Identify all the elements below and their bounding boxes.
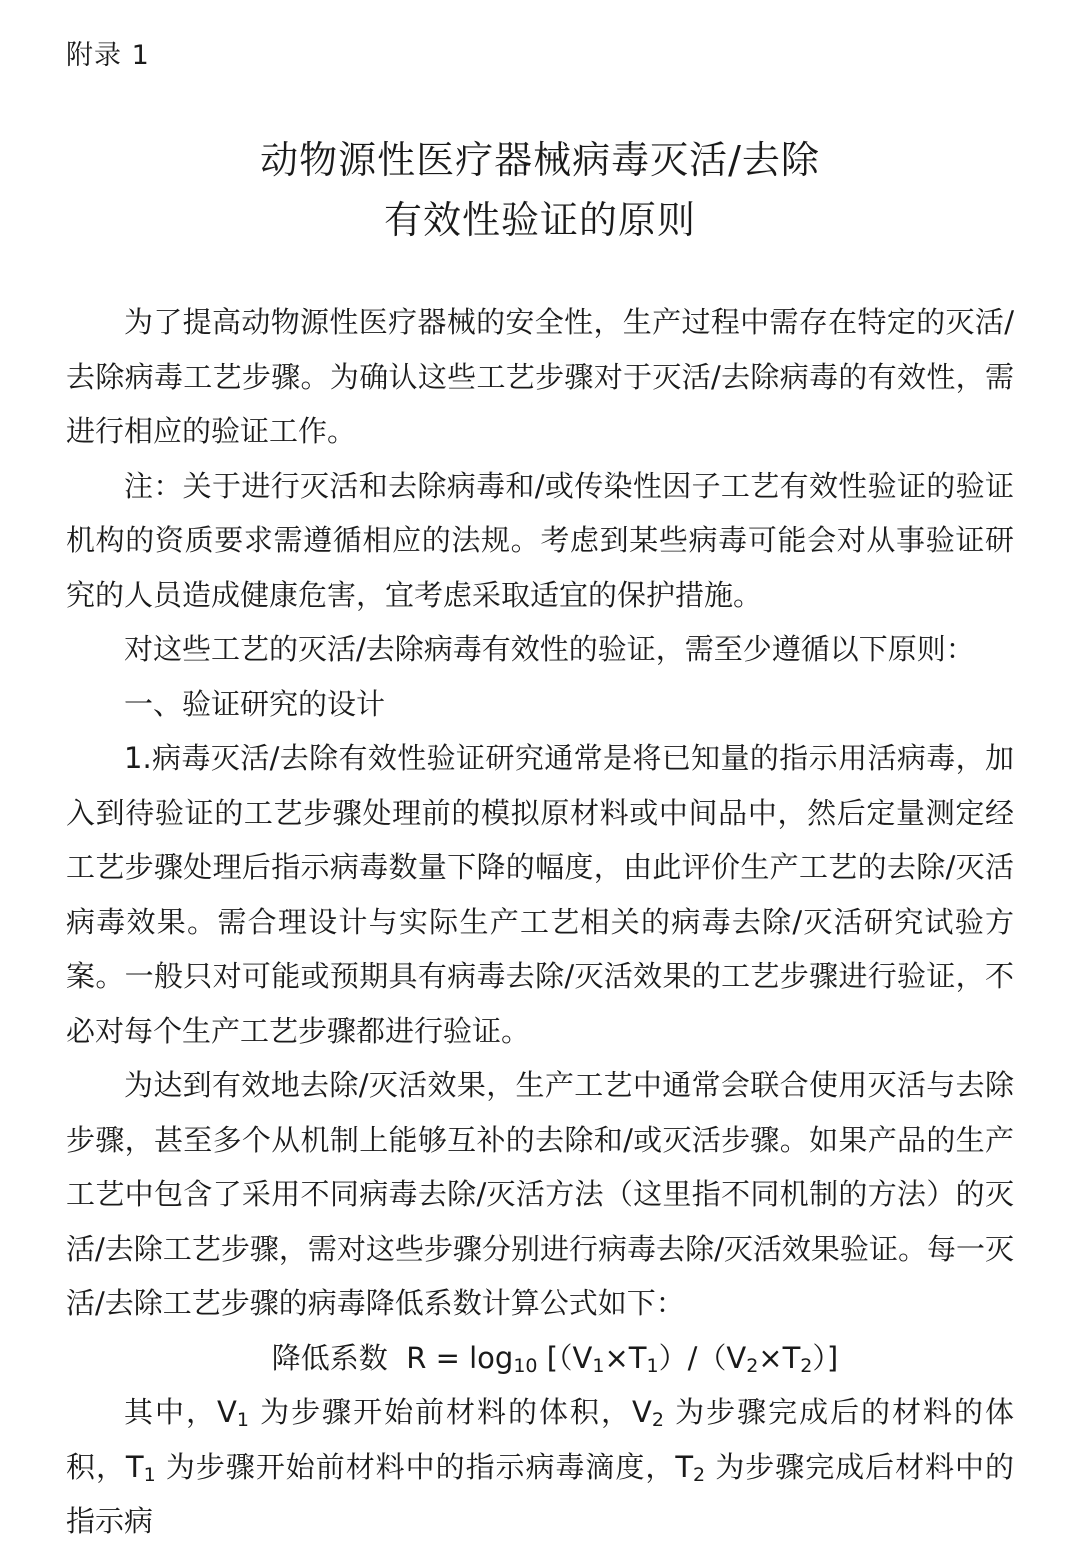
formula-t2-prefix: ×T — [758, 1340, 801, 1375]
document-body — [66, 295, 1014, 1549]
intro-paragraph: 为了提高动物源性医疗器械的安全性，生产过程中需存在特定的灭活/去除病毒工艺步骤。为确认这些工艺步骤对于灭活/去除病毒的有效性，需进行相应的验证工作。 — [66, 305, 1014, 448]
combined-steps-paragraph: 为达到有效地去除/灭活效果，生产工艺中通常会联合使用灭活与去除步骤，甚至多个从机制上能够互补的去除和/或灭活步骤。如果产品的生产工艺中包含了采用不同病毒去除/灭活方法（这里指不同机制的方法）的灭活/去除工艺步骤，需对这些步骤分别进行病毒去除/灭活效果验证。每一灭活/去除工艺步骤的病毒降低系数计算公式如下： — [66, 1068, 1014, 1320]
section-1-heading: 一、验证研究的设计 — [124, 686, 386, 721]
where-t1-desc: 为步骤开始前材料中的指示病毒滴度，T — [155, 1449, 694, 1484]
where-v2-subscript: 2 — [651, 1409, 664, 1431]
formula-label: 降低系数 — [271, 1340, 388, 1375]
where-v2-desc: 为步骤完成后的材料的体积，T — [66, 1395, 1015, 1484]
item-1-paragraph: 1.病毒灭活/去除有效性验证研究通常是将已知量的指示用活病毒，加入到待验证的工艺步骤处理前的模拟原材料或中间品中，然后定量测定经工艺步骤处理后指示病毒数量下降的幅度，由此评价生产工艺的去除/灭活病毒效果。需合理设计与实际生产工艺相关的病毒去除/灭活研究试验方案。一般只对可能或预期具有病毒去除/灭活效果的工艺步骤进行验证，不必对每个生产工艺步骤都进行验证。 — [66, 741, 1014, 1048]
where-t2-subscript: 2 — [693, 1463, 706, 1486]
document-title-line-2: 有效性验证的原则 — [383, 198, 696, 242]
appendix-label: 附录 1 — [66, 40, 150, 71]
formula-open: [（V — [537, 1340, 593, 1375]
formula-v2-subscript: 2 — [746, 1354, 759, 1377]
where-t1-subscript: 1 — [143, 1463, 156, 1486]
formula-close: ）] — [812, 1340, 839, 1375]
formula-log-base: 10 — [513, 1354, 538, 1377]
where-lead: 其中，V — [124, 1395, 237, 1429]
formula-middle: ）/（V — [658, 1340, 747, 1375]
principles-lead-paragraph: 对这些工艺的灭活/去除病毒有效性的验证，需至少遵循以下原则： — [124, 632, 975, 666]
formula-t1-subscript: 1 — [646, 1354, 659, 1377]
where-paragraph — [66, 1385, 1014, 1549]
note-paragraph: 注：关于进行灭活和去除病毒和/或传染性因子工艺有效性验证的验证机构的资质要求需遵循相应的法规。考虑到某些病毒可能会对从事验证研究的人员造成健康危害，宜考虑采取适宜的保护措施。 — [66, 468, 1014, 612]
formula-v1-subscript: 1 — [592, 1354, 605, 1377]
where-v1-desc: 为步骤开始前材料的体积，V — [248, 1395, 652, 1429]
document-title-line-1: 动物源性医疗器械病毒灭活/去除 — [260, 138, 820, 182]
where-v1-subscript: 1 — [236, 1409, 249, 1431]
where-t2-desc: 为步骤完成后材料中的指示病 — [66, 1449, 1015, 1538]
formula-t1-prefix: ×T — [604, 1340, 647, 1375]
reduction-factor-formula — [66, 1331, 1014, 1386]
formula-lhs: R = log — [406, 1340, 514, 1375]
formula-t2-subscript: 2 — [800, 1354, 813, 1377]
